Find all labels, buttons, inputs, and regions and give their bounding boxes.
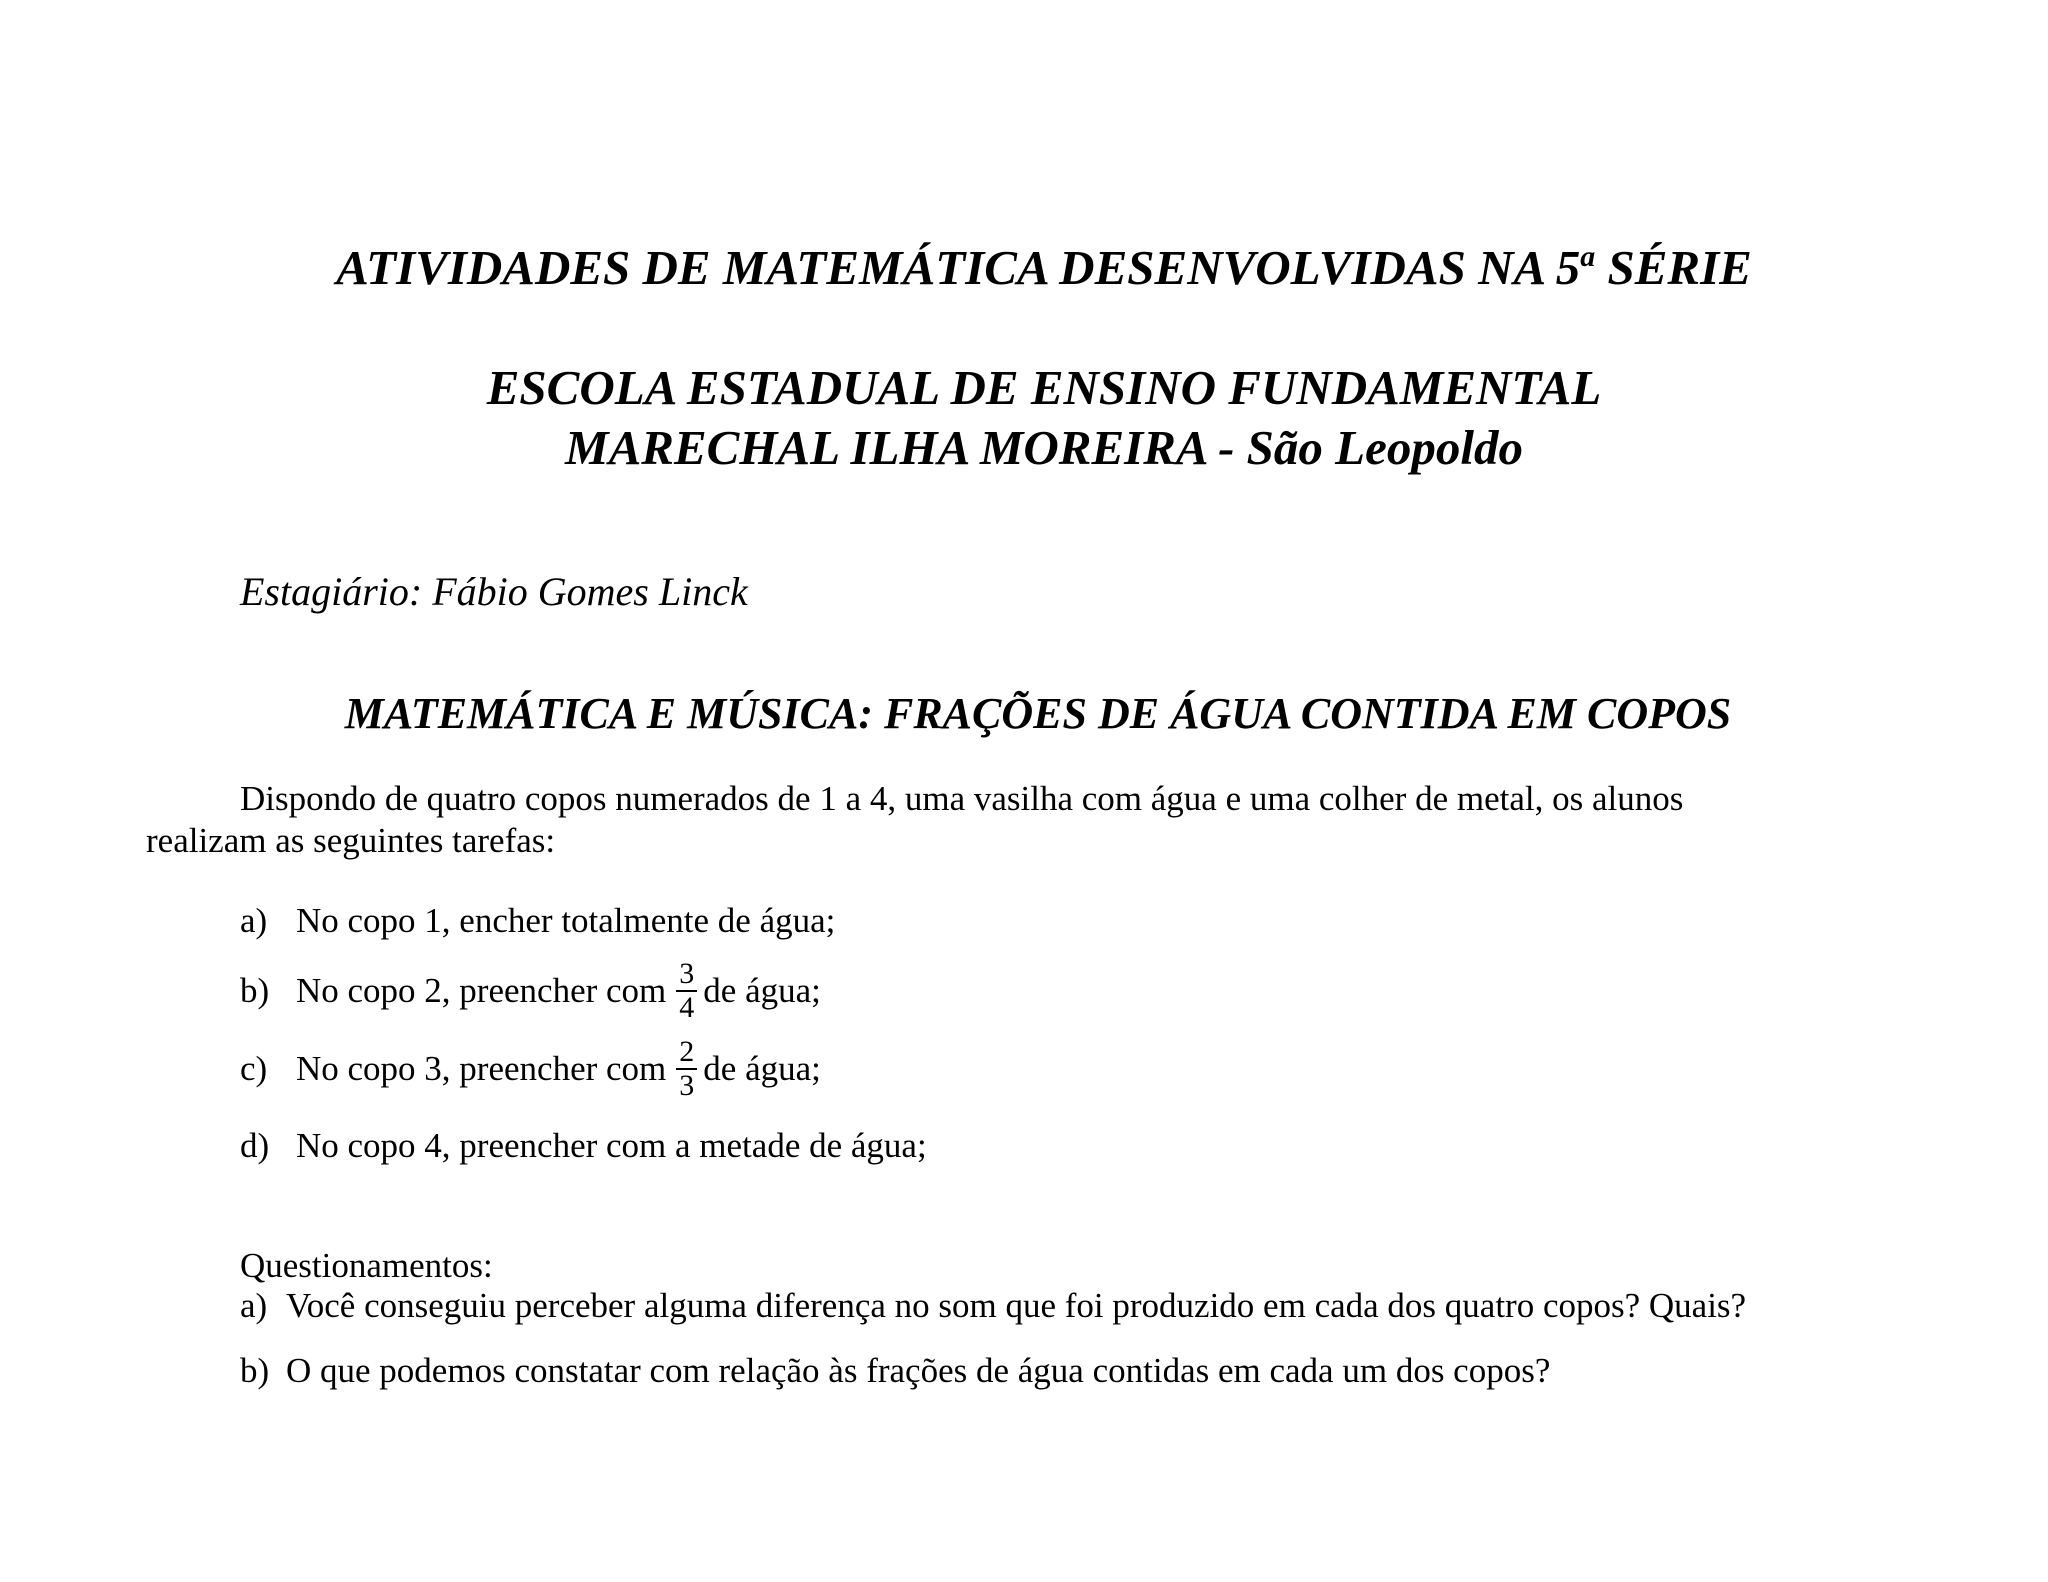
intern-name: Estagiário: Fábio Gomes Linck xyxy=(240,569,748,614)
document-title xyxy=(20,238,2048,305)
fraction-denominator: 4 xyxy=(679,991,695,1024)
task-text-after: de água; xyxy=(703,971,821,1010)
questions-heading: Questionamentos: xyxy=(240,1246,493,1285)
fraction xyxy=(676,958,697,1024)
task-text: No copo 4, preencher com a metade de água; xyxy=(296,1126,927,1165)
question-item-a xyxy=(240,1285,1746,1327)
task-text-after: de água; xyxy=(703,1049,821,1088)
task-marker: d) xyxy=(240,1126,270,1165)
task-item-d xyxy=(240,1125,927,1167)
activity-title: MATEMÁTICA E MÚSICA: FRAÇÕES DE ÁGUA CONTIDA EM COPOS xyxy=(344,689,1732,738)
task-item-b xyxy=(240,958,821,1024)
intro-paragraph xyxy=(146,778,1926,862)
task-marker: b) xyxy=(240,971,270,1010)
task-text-before: No copo 2, preencher com xyxy=(296,971,667,1010)
fraction-denominator: 3 xyxy=(679,1069,695,1102)
task-marker: a) xyxy=(240,901,268,940)
fraction xyxy=(676,1036,697,1102)
intro-line1: Dispondo de quatro copos numerados de 1 a 4, uma vasilha com água e uma colher de metal, os alunos xyxy=(240,779,1684,818)
task-item-a xyxy=(240,900,835,942)
question-marker: a) xyxy=(240,1286,268,1325)
task-text-before: No copo 3, preencher com xyxy=(296,1049,667,1088)
task-marker: c) xyxy=(240,1049,268,1088)
task-item-c xyxy=(240,1036,821,1102)
ordinal-superscript: a xyxy=(1580,240,1596,273)
document-title-text: ATIVIDADES DE MATEMÁTICA DESENVOLVIDAS NA 5 xyxy=(336,240,1581,295)
fraction-numerator: 2 xyxy=(679,1035,695,1068)
question-text: O que podemos constatar com relação às frações de água contidas em cada um dos copos? xyxy=(286,1351,1551,1390)
intro-line2: realizam as seguintes tarefas: xyxy=(146,821,556,860)
school-name-line2: MARECHAL ILHA MOREIRA - São Leopoldo xyxy=(565,420,1523,475)
fraction-numerator: 3 xyxy=(679,957,695,990)
task-text: No copo 1, encher totalmente de água; xyxy=(296,901,836,940)
question-text: Você conseguiu perceber alguma diferença no som que foi produzido em cada dos quatro copos? Quais? xyxy=(286,1286,1747,1325)
question-marker: b) xyxy=(240,1351,270,1390)
question-item-b xyxy=(240,1350,1550,1392)
document-title-end: SÉRIE xyxy=(1595,240,1752,295)
school-name-line1: ESCOLA ESTADUAL DE ENSINO FUNDAMENTAL xyxy=(486,360,1602,415)
